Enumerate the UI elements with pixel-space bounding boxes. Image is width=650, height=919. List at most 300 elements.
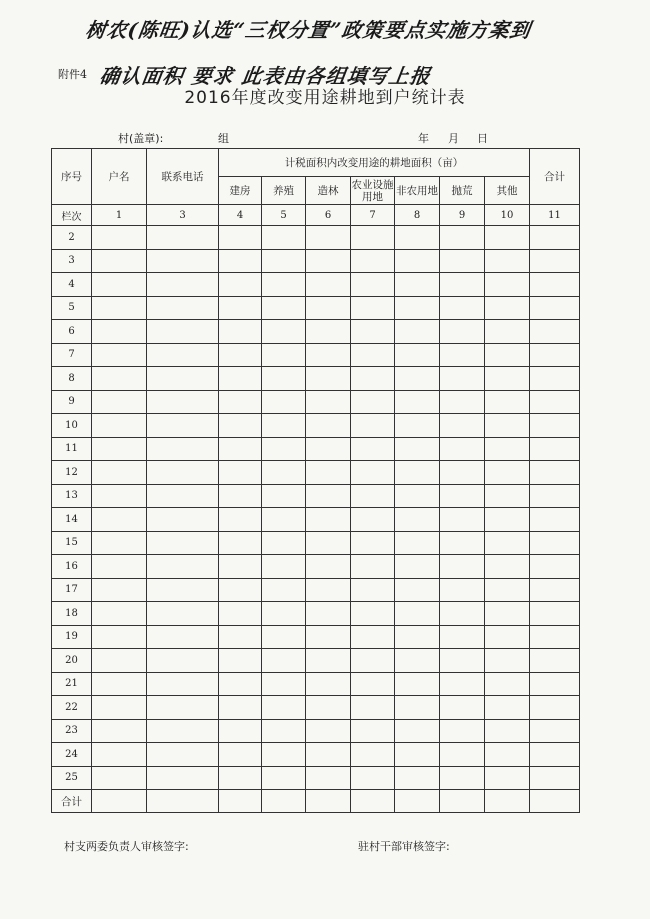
table-cell[interactable] [530,226,580,250]
table-cell[interactable] [92,296,147,320]
header-breed: 养殖 [262,177,306,205]
table-cell[interactable] [351,649,395,673]
table-cell[interactable] [530,743,580,767]
table-cell[interactable] [92,625,147,649]
table-cell[interactable] [440,343,485,367]
table-cell[interactable] [351,531,395,555]
table-cell[interactable] [351,273,395,297]
table-cell[interactable] [306,766,351,790]
table-cell[interactable] [530,719,580,743]
table-cell[interactable] [395,649,440,673]
table-cell[interactable] [395,437,440,461]
table-cell[interactable] [219,719,262,743]
table-cell[interactable] [485,508,530,532]
table-cell[interactable] [530,249,580,273]
table-cell[interactable] [306,743,351,767]
table-cell[interactable] [262,249,306,273]
row-number: 23 [52,719,92,743]
table-cell[interactable] [485,320,530,344]
table-cell[interactable] [147,625,219,649]
table-cell[interactable] [147,531,219,555]
table-cell[interactable] [530,555,580,579]
table-cell[interactable] [530,343,580,367]
table-cell[interactable] [219,672,262,696]
total-cell[interactable] [219,790,262,813]
table-cell[interactable] [530,602,580,626]
table-cell[interactable] [147,437,219,461]
table-cell[interactable] [351,766,395,790]
table-cell[interactable] [219,343,262,367]
table-cell[interactable] [440,719,485,743]
table-cell[interactable] [395,743,440,767]
total-cell[interactable] [92,790,147,813]
table-row [52,390,580,414]
table-cell[interactable] [306,625,351,649]
row-number: 3 [52,249,92,273]
table-cell[interactable] [351,320,395,344]
table-row [52,625,580,649]
table-cell[interactable] [92,343,147,367]
table-cell[interactable] [147,390,219,414]
table-cell[interactable] [440,625,485,649]
table-cell[interactable] [395,461,440,485]
table-cell[interactable] [485,766,530,790]
table-cell[interactable] [219,531,262,555]
table-cell[interactable] [306,531,351,555]
table-cell[interactable] [395,484,440,508]
table-cell[interactable] [262,649,306,673]
table-cell[interactable] [440,390,485,414]
row-number: 22 [52,696,92,720]
table-cell[interactable] [306,672,351,696]
table-cell[interactable] [351,249,395,273]
table-cell[interactable] [306,555,351,579]
table-cell[interactable] [530,484,580,508]
table-cell[interactable] [262,508,306,532]
table-cell[interactable] [306,578,351,602]
total-cell[interactable] [351,790,395,813]
table-cell[interactable] [440,696,485,720]
table-cell[interactable] [395,320,440,344]
table-cell[interactable] [440,602,485,626]
table-cell[interactable] [92,226,147,250]
table-cell[interactable] [219,273,262,297]
table-cell[interactable] [262,437,306,461]
handwritten-note-line1: 树农(陈旺)认选“三权分置”政策要点实施方案到 [84,18,533,42]
table-cell[interactable] [351,719,395,743]
index-cell: 8 [395,205,440,226]
table-cell[interactable] [351,578,395,602]
table-cell[interactable] [440,437,485,461]
table-cell[interactable] [147,296,219,320]
table-cell[interactable] [219,696,262,720]
row-number: 7 [52,343,92,367]
table-cell[interactable] [530,390,580,414]
table-cell[interactable] [351,343,395,367]
table-cell[interactable] [440,766,485,790]
table-cell[interactable] [530,508,580,532]
table-cell[interactable] [440,508,485,532]
table-cell[interactable] [530,296,580,320]
table-cell[interactable] [219,484,262,508]
table-cell[interactable] [147,414,219,438]
table-cell[interactable] [440,578,485,602]
table-cell[interactable] [147,719,219,743]
table-cell[interactable] [147,484,219,508]
table-cell[interactable] [485,414,530,438]
table-cell[interactable] [306,461,351,485]
table-cell[interactable] [306,696,351,720]
table-cell[interactable] [92,249,147,273]
table-cell[interactable] [306,273,351,297]
total-cell[interactable] [440,790,485,813]
table-cell[interactable] [262,390,306,414]
table-cell[interactable] [485,625,530,649]
table-cell[interactable] [92,273,147,297]
table-row [52,437,580,461]
table-cell[interactable] [306,367,351,391]
table-cell[interactable] [530,320,580,344]
table-cell[interactable] [147,555,219,579]
table-cell[interactable] [219,226,262,250]
table-cell[interactable] [219,625,262,649]
table-cell[interactable] [306,484,351,508]
table-cell[interactable] [351,226,395,250]
row-number: 14 [52,508,92,532]
table-cell[interactable] [440,320,485,344]
table-cell[interactable] [530,696,580,720]
table-cell[interactable] [92,484,147,508]
table-cell[interactable] [530,367,580,391]
table-cell[interactable] [262,461,306,485]
table-cell[interactable] [92,320,147,344]
table-cell[interactable] [485,249,530,273]
table-cell[interactable] [306,414,351,438]
header-other: 其他 [485,177,530,205]
table-cell[interactable] [219,555,262,579]
table-cell[interactable] [440,555,485,579]
table-cell[interactable] [485,602,530,626]
table-cell[interactable] [485,696,530,720]
table-cell[interactable] [440,249,485,273]
table-cell[interactable] [219,766,262,790]
table-cell[interactable] [485,578,530,602]
table-cell[interactable] [485,390,530,414]
table-cell[interactable] [485,343,530,367]
table-cell[interactable] [262,320,306,344]
table-cell[interactable] [92,437,147,461]
table-cell[interactable] [395,625,440,649]
index-cell: 6 [306,205,351,226]
table-cell[interactable] [395,696,440,720]
table-cell[interactable] [262,296,306,320]
table-row [52,555,580,579]
table-cell[interactable] [262,672,306,696]
table-cell[interactable] [485,273,530,297]
table-cell[interactable] [92,649,147,673]
table-cell[interactable] [351,437,395,461]
table-cell[interactable] [262,273,306,297]
group-label: 组 [218,132,229,145]
table-cell[interactable] [262,625,306,649]
total-cell[interactable] [262,790,306,813]
table-cell[interactable] [351,672,395,696]
table-cell[interactable] [219,649,262,673]
table-cell[interactable] [440,484,485,508]
table-cell[interactable] [395,390,440,414]
table-cell[interactable] [306,226,351,250]
table-cell[interactable] [219,414,262,438]
table-cell[interactable] [306,649,351,673]
table-row [52,461,580,485]
header-build: 建房 [219,177,262,205]
table-cell[interactable] [440,531,485,555]
table-cell[interactable] [262,719,306,743]
table-cell[interactable] [92,602,147,626]
header-agri-facility: 农业设施用地 [351,178,394,203]
table-row [52,296,580,320]
table-cell[interactable] [262,602,306,626]
table-cell[interactable] [440,296,485,320]
total-label: 合计 [52,790,92,813]
table-cell[interactable] [351,461,395,485]
table-cell[interactable] [262,555,306,579]
table-cell[interactable] [530,414,580,438]
table-cell[interactable] [147,696,219,720]
table-row [52,719,580,743]
index-cell: 1 [92,205,147,226]
table-cell[interactable] [530,625,580,649]
table-cell[interactable] [306,719,351,743]
table-cell[interactable] [306,508,351,532]
row-number: 19 [52,625,92,649]
header-name: 户名 [92,149,147,205]
table-cell[interactable] [306,602,351,626]
table-row [52,578,580,602]
table-cell[interactable] [262,696,306,720]
table-cell[interactable] [92,390,147,414]
table-cell[interactable] [530,531,580,555]
table-cell[interactable] [306,296,351,320]
table-cell[interactable] [395,226,440,250]
table-cell[interactable] [351,625,395,649]
table-cell[interactable] [485,296,530,320]
table-cell[interactable] [147,672,219,696]
table-cell[interactable] [395,367,440,391]
table-cell[interactable] [485,719,530,743]
table-cell[interactable] [262,343,306,367]
table-cell[interactable] [440,414,485,438]
table-cell[interactable] [351,696,395,720]
table-cell[interactable] [440,461,485,485]
table-cell[interactable] [147,273,219,297]
total-cell[interactable] [530,790,580,813]
table-cell[interactable] [262,367,306,391]
table-cell[interactable] [351,390,395,414]
table-cell[interactable] [92,461,147,485]
table-cell[interactable] [351,555,395,579]
table-cell[interactable] [306,390,351,414]
table-cell[interactable] [262,578,306,602]
table-row [52,508,580,532]
header-total: 合计 [530,149,580,205]
table-cell[interactable] [147,367,219,391]
table-cell[interactable] [147,508,219,532]
table-cell[interactable] [306,437,351,461]
table-cell[interactable] [306,343,351,367]
table-cell[interactable] [485,555,530,579]
table-cell[interactable] [440,743,485,767]
table-cell[interactable] [92,555,147,579]
table-row [52,484,580,508]
table-cell[interactable] [147,602,219,626]
table-cell[interactable] [219,249,262,273]
table-row [52,343,580,367]
table-cell[interactable] [485,437,530,461]
table-cell[interactable] [530,766,580,790]
table-cell[interactable] [530,578,580,602]
table-cell[interactable] [92,367,147,391]
table-cell[interactable] [262,766,306,790]
table-cell[interactable] [262,414,306,438]
table-cell[interactable] [395,555,440,579]
table-cell[interactable] [530,649,580,673]
table-cell[interactable] [262,484,306,508]
table-cell[interactable] [485,226,530,250]
table-cell[interactable] [395,249,440,273]
table-cell[interactable] [530,273,580,297]
table-cell[interactable] [351,296,395,320]
table-cell[interactable] [306,320,351,344]
table-cell[interactable] [147,343,219,367]
table-cell[interactable] [351,508,395,532]
table-cell[interactable] [219,437,262,461]
table-row [52,766,580,790]
table-cell[interactable] [92,414,147,438]
table-cell[interactable] [147,249,219,273]
table-cell[interactable] [485,649,530,673]
table-cell[interactable] [351,367,395,391]
table-row [52,602,580,626]
table-cell[interactable] [530,461,580,485]
column-index-row [52,205,580,226]
row-number: 25 [52,766,92,790]
table-cell[interactable] [351,602,395,626]
table-cell[interactable] [92,766,147,790]
total-cell[interactable] [485,790,530,813]
table-cell[interactable] [395,766,440,790]
index-cell: 3 [147,205,219,226]
table-cell[interactable] [395,273,440,297]
table-cell[interactable] [485,367,530,391]
table-cell[interactable] [219,296,262,320]
table-cell[interactable] [92,531,147,555]
row-number: 8 [52,367,92,391]
table-cell[interactable] [440,672,485,696]
table-cell[interactable] [92,578,147,602]
table-cell[interactable] [147,461,219,485]
day-label: 日 [477,132,488,145]
total-cell[interactable] [147,790,219,813]
table-cell[interactable] [530,672,580,696]
table-cell[interactable] [306,249,351,273]
table-cell[interactable] [351,414,395,438]
row-number: 24 [52,743,92,767]
table-cell[interactable] [485,672,530,696]
table-cell[interactable] [262,743,306,767]
table-cell[interactable] [219,461,262,485]
table-cell[interactable] [485,743,530,767]
table-cell[interactable] [395,296,440,320]
table-cell[interactable] [147,320,219,344]
table-cell[interactable] [92,508,147,532]
handwritten-note-line2: 确认面积 要求 此表由各组填写上报 [98,64,433,88]
table-cell[interactable] [351,743,395,767]
table-cell[interactable] [92,672,147,696]
table-cell[interactable] [395,672,440,696]
table-row [52,226,580,250]
table-cell[interactable] [219,602,262,626]
statistics-table [51,148,580,813]
table-cell[interactable] [219,578,262,602]
table-cell[interactable] [395,414,440,438]
table-cell[interactable] [440,649,485,673]
table-cell[interactable] [351,484,395,508]
total-cell[interactable] [395,790,440,813]
month-label: 月 [448,132,459,145]
table-cell[interactable] [395,508,440,532]
table-cell[interactable] [395,531,440,555]
page-title: 2016年度改变用途耕地到户统计表 [184,88,466,108]
table-cell[interactable] [440,273,485,297]
table-cell[interactable] [440,226,485,250]
table-cell[interactable] [262,226,306,250]
table-cell[interactable] [395,578,440,602]
table-cell[interactable] [440,367,485,391]
table-cell[interactable] [147,226,219,250]
total-cell[interactable] [306,790,351,813]
table-cell[interactable] [395,602,440,626]
table-cell[interactable] [219,320,262,344]
table-cell[interactable] [485,531,530,555]
table-cell[interactable] [147,649,219,673]
table-cell[interactable] [219,743,262,767]
table-cell[interactable] [147,766,219,790]
table-cell[interactable] [395,343,440,367]
row-number: 13 [52,484,92,508]
table-cell[interactable] [219,390,262,414]
table-cell[interactable] [219,508,262,532]
table-cell[interactable] [530,437,580,461]
table-cell[interactable] [92,719,147,743]
table-cell[interactable] [485,461,530,485]
table-cell[interactable] [395,719,440,743]
table-cell[interactable] [92,743,147,767]
index-cell: 7 [351,205,395,226]
table-cell[interactable] [262,531,306,555]
resident-cadre-signature-label: 驻村干部审核签字: [358,840,450,853]
table-cell[interactable] [147,578,219,602]
table-cell[interactable] [147,743,219,767]
table-row [52,743,580,767]
row-number: 4 [52,273,92,297]
table-cell[interactable] [92,696,147,720]
table-cell[interactable] [219,367,262,391]
row-number: 5 [52,296,92,320]
table-cell[interactable] [485,484,530,508]
row-number: 15 [52,531,92,555]
row-number: 17 [52,578,92,602]
